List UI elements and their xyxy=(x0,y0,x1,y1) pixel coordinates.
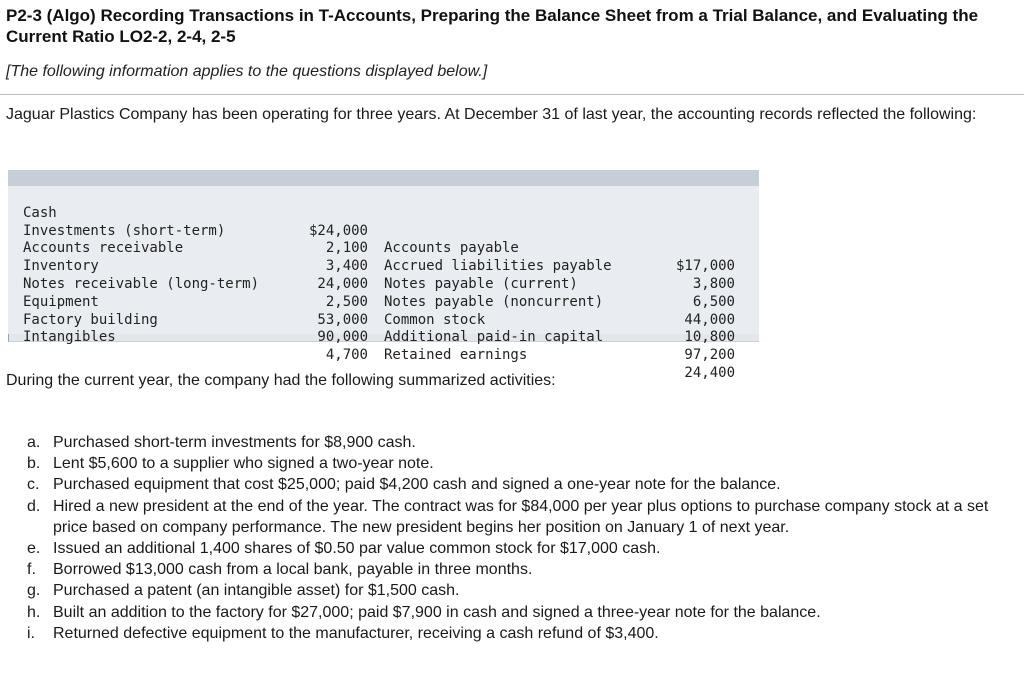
left-account: Equipment xyxy=(23,293,99,310)
left-amount: 90,000 xyxy=(317,329,368,346)
left-account: Cash xyxy=(23,204,57,221)
info-note: [The following information applies to the questions displayed below.] xyxy=(6,63,488,80)
activity-item xyxy=(27,623,1002,644)
right-account: Accrued liabilities payable xyxy=(384,258,612,275)
left-amount: 2,500 xyxy=(325,293,368,310)
activity-text: Issued an additional 1,400 shares of $0.50 par value common stock for $17,000 cash. xyxy=(53,540,661,558)
activity-label: b. xyxy=(27,455,41,473)
activity-text: Hired a new president at the end of the year. The contract was for $84,000 per year plus options to purchase company stock at a set price based on company performance. The new president begins her position on January 1 of next year. xyxy=(53,497,989,536)
left-amount: 4,700 xyxy=(325,347,368,364)
right-account: Accounts payable xyxy=(384,240,519,257)
left-amount: 2,100 xyxy=(325,240,368,257)
activity-item xyxy=(27,580,1002,601)
left-account: Investments (short-term) xyxy=(23,222,226,239)
activity-label: a. xyxy=(27,434,41,451)
left-amount: 53,000 xyxy=(317,311,368,328)
activity-item xyxy=(27,432,1002,453)
activity-text: Lent $5,600 to a supplier who signed a two-year note. xyxy=(53,455,434,473)
left-account: Notes receivable (long-term) xyxy=(23,275,260,292)
left-amount: 3,400 xyxy=(325,258,368,275)
left-account: Intangibles xyxy=(23,329,116,346)
problem-title: P2-3 (Algo) Recording Transactions in T-Accounts, Preparing the Balance Sheet from a Trial Balance, and Evaluating the Current Ratio LO2-2, 2-4, 2-5 xyxy=(6,6,979,46)
right-amount: $17,000 xyxy=(675,258,735,275)
left-amount: 24,000 xyxy=(317,275,368,292)
activity-label: f. xyxy=(27,561,36,579)
activity-item xyxy=(27,538,1002,559)
right-account: Common stock xyxy=(384,311,486,328)
left-account: Accounts receivable xyxy=(23,240,184,257)
right-amount: 10,800 xyxy=(684,329,735,346)
activity-item xyxy=(27,602,1002,623)
right-account: Notes payable (noncurrent) xyxy=(384,293,604,310)
activity-label: e. xyxy=(27,540,41,558)
right-amount: 44,000 xyxy=(684,311,735,328)
activity-item xyxy=(27,496,1002,538)
activity-label: i. xyxy=(27,624,35,642)
activity-item xyxy=(27,559,1002,580)
right-account: Retained earnings xyxy=(384,347,528,364)
activity-text: Built an addition to the factory for $27,000; paid $7,900 in cash and signed a three-year note for the balance. xyxy=(53,603,821,621)
left-amount: $24,000 xyxy=(308,222,368,239)
activity-text: Purchased equipment that cost $25,000; paid $4,200 cash and signed a one-year note for the balance. xyxy=(53,476,781,494)
divider xyxy=(0,94,1024,95)
activity-item xyxy=(27,453,1002,474)
left-account: Factory building xyxy=(23,311,158,328)
right-amount: 97,200 xyxy=(684,347,735,364)
right-account: Notes payable (current) xyxy=(384,275,578,292)
ledger-panel-header xyxy=(8,170,759,186)
activity-text: Returned defective equipment to the manufacturer, receiving a cash refund of $3,400. xyxy=(53,624,659,642)
activity-label: g. xyxy=(27,582,41,600)
intro-paragraph: Jaguar Plastics Company has been operating for three years. At December 31 of last year, the accounting records reflected the following: xyxy=(6,106,977,123)
right-amount: 6,500 xyxy=(692,293,735,310)
activity-item xyxy=(27,474,1002,495)
left-account: Inventory xyxy=(23,258,99,275)
activity-label: d. xyxy=(27,497,41,515)
activity-text: Borrowed $13,000 cash from a local bank, payable in three months. xyxy=(53,561,533,579)
right-account: Additional paid-in capital xyxy=(384,329,604,346)
right-amount: 24,400 xyxy=(684,364,735,381)
activity-label: h. xyxy=(27,603,41,621)
activity-text: Purchased a patent (an intangible asset) for $1,500 cash. xyxy=(53,582,460,600)
activities-list xyxy=(27,432,1002,644)
right-amount: 3,800 xyxy=(692,275,735,292)
activity-label: c. xyxy=(27,476,40,494)
activity-text: Purchased short-term investments for $8,900 cash. xyxy=(53,434,416,451)
activities-intro: During the current year, the company had the following summarized activities: xyxy=(6,372,556,389)
